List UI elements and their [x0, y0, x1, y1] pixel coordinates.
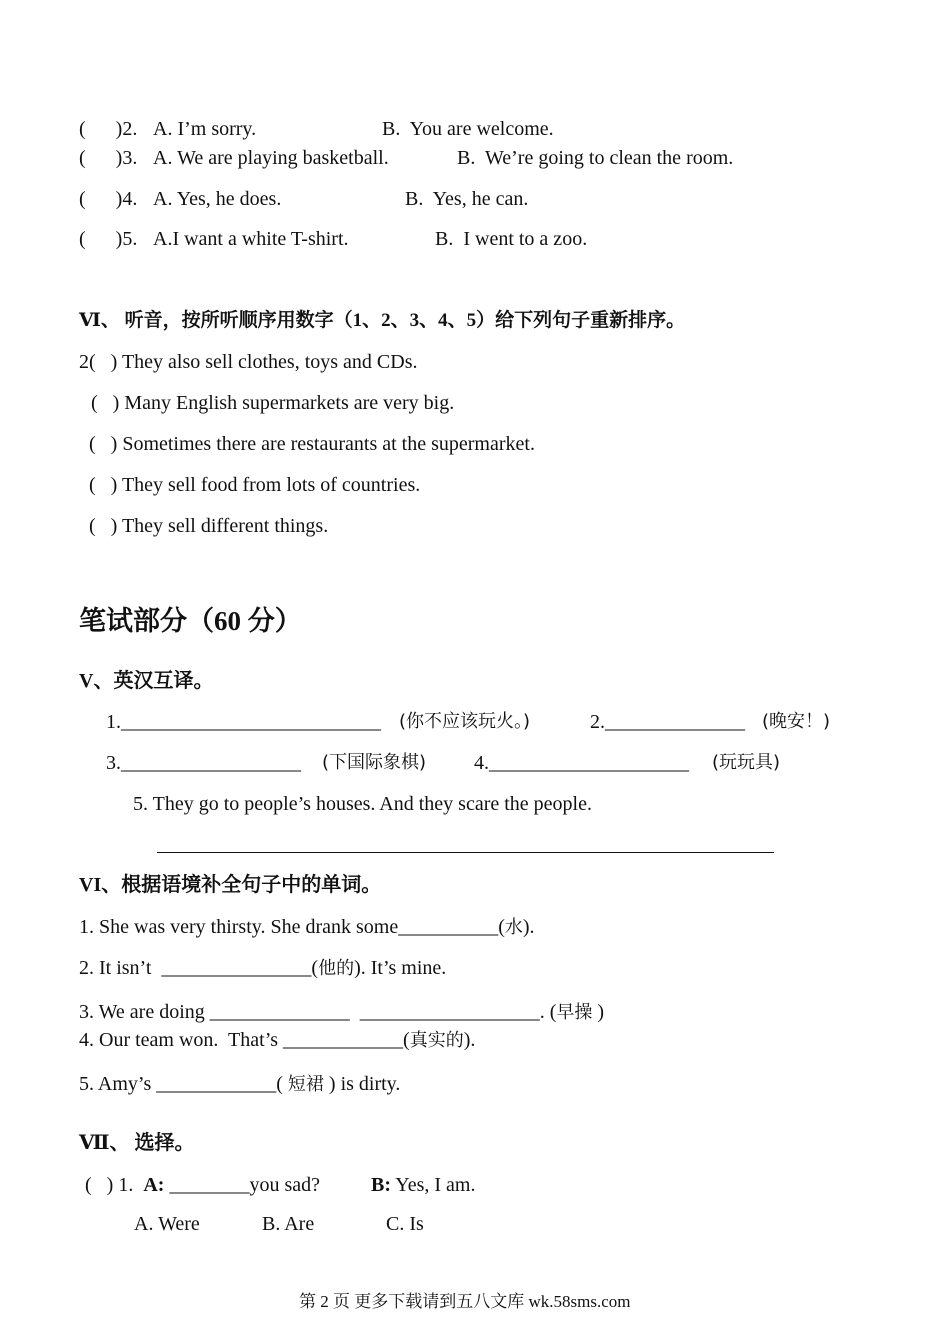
fill-item: 1. She was very thirsty. She drank some__________(水).	[79, 916, 535, 938]
choice-option-a: A. Were	[134, 1213, 200, 1235]
order-item: ( ) Sometimes there are restaurants at the supermarket.	[89, 433, 535, 455]
option-a: A. Yes, he does.	[153, 188, 282, 210]
option-a: A. I’m sorry.	[153, 118, 257, 140]
prompt-2: (晚安！)	[762, 711, 831, 732]
translate-item-5: 5. They go to people’s houses. And they scare the people.	[133, 793, 592, 815]
written-part-title: 笔试部分（60 分）	[79, 606, 302, 636]
blank-4: 4.____________________	[474, 752, 689, 774]
option-a: A.I want a white T-shirt.	[153, 228, 349, 250]
option-a: A. We are playing basketball.	[153, 147, 389, 169]
blank-1: 1.__________________________	[106, 711, 381, 733]
answer-line	[157, 852, 774, 853]
fill-item: 5. Amy’s ____________( 短裙 ) is dirty.	[79, 1073, 401, 1095]
fill-item: 2. It isn’t _______________(他的). It’s mine.	[79, 957, 447, 979]
blank-2: 2.______________	[590, 711, 745, 733]
prompt-3: (下国际象棋)	[322, 752, 427, 773]
item-number: ( )4.	[79, 188, 138, 210]
order-item: ( ) Many English supermarkets are very big.	[91, 392, 455, 414]
blank-3: 3.__________________	[106, 752, 301, 774]
choice-question-1-answer: B: Yes, I am.	[371, 1174, 476, 1196]
option-b: B. Yes, he can.	[405, 188, 529, 210]
prompt-4: (玩玩具)	[712, 752, 781, 773]
item-number: ( )2.	[79, 118, 138, 140]
option-b: B. We’re going to clean the room.	[457, 147, 734, 169]
item-number: ( )3.	[79, 147, 138, 169]
option-b: B. I went to a zoo.	[435, 228, 588, 250]
order-item: ( ) They sell food from lots of countries.	[89, 474, 421, 496]
fill-item: 3. We are doing ______________ __________________. (早操 )	[79, 1001, 605, 1023]
section-vii-title: Ⅶ、 选择。	[79, 1132, 195, 1154]
choice-option-c: C. Is	[386, 1213, 424, 1235]
choice-option-b: B. Are	[262, 1213, 315, 1235]
page-footer: 第 2 页 更多下载请到五八文库 wk.58sms.com	[299, 1292, 631, 1311]
fill-item: 4. Our team won. That’s ____________(真实的).	[79, 1029, 476, 1051]
item-number: ( )5.	[79, 228, 138, 250]
order-item: 2( ) They also sell clothes, toys and CDs.	[79, 351, 418, 373]
section-vi-fill-title: VI、根据语境补全句子中的单词。	[79, 874, 382, 896]
prompt-1: (你不应该玩火。)	[399, 711, 531, 732]
section-vi-listen-title: Ⅵ、 听音，按所听顺序用数字（1、2、3、4、5）给下列句子重新排序。	[79, 310, 686, 331]
section-v-title: V、英汉互译。	[79, 670, 214, 692]
order-item: ( ) They sell different things.	[89, 515, 329, 537]
choice-question-1: ( ) 1. A: ________you sad?	[85, 1174, 320, 1196]
option-b: B. You are welcome.	[382, 118, 554, 140]
